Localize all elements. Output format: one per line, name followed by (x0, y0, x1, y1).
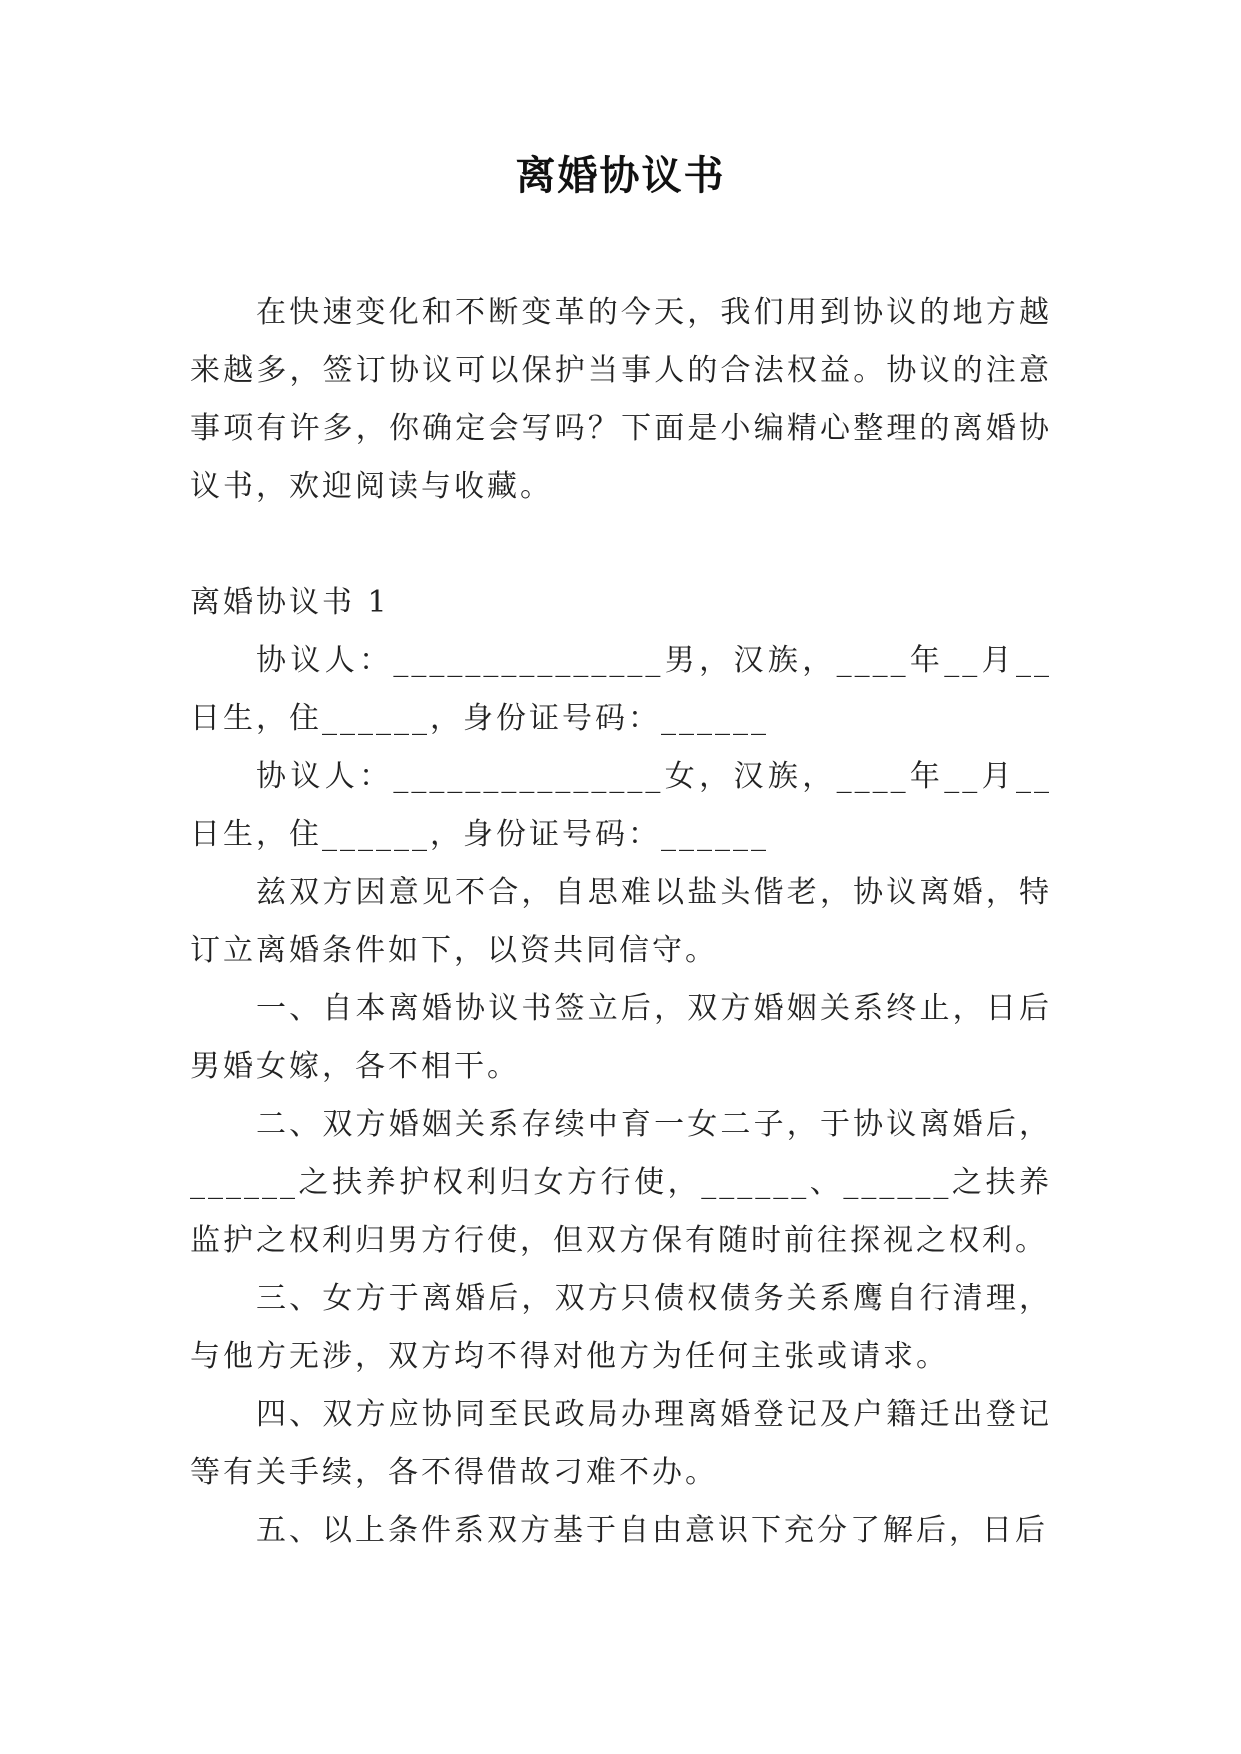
paragraph-gap (190, 516, 1052, 574)
clause-3-paragraph: 三、女方于离婚后，双方只债权债务关系鹰自行清理，与他方无涉，双方均不得对他方为任何主张或请求。 (190, 1281, 1052, 1374)
clause-2-paragraph: 二、双方婚姻关系存续中育一女二子，于协议离婚后，______之扶养护权利归女方行使，______、______之扶养监护之权利归男方行使，但双方保有随时前往探视之权利。 (190, 1107, 1052, 1258)
clause-5-paragraph: 五、以上条件系双方基于自由意识下充分了解后，日后 (256, 1513, 1048, 1548)
document-title: 离婚协议书 (515, 153, 726, 199)
clause-1-paragraph: 一、自本离婚协议书签立后，双方婚姻关系终止，日后男婚女嫁，各不相干。 (190, 991, 1052, 1084)
party-1-paragraph: 协议人：_______________男，汉族，____年__月__日生，住______，身份证号码：______ (190, 643, 1052, 736)
section-heading: 离婚协议书 1 (190, 585, 390, 620)
party-2-paragraph: 协议人：_______________女，汉族，____年__月__日生，住______，身份证号码：______ (190, 759, 1052, 852)
preamble-paragraph: 兹双方因意见不合，自思难以盐头偕老，协议离婚，特订立离婚条件如下，以资共同信守。 (190, 875, 1052, 968)
document-body (190, 284, 1052, 1560)
intro-paragraph: 在快速变化和不断变革的今天，我们用到协议的地方越来越多，签订协议可以保护当事人的合法权益。协议的注意事项有许多，你确定会写吗？下面是小编精心整理的离婚协议书，欢迎阅读与收藏。 (190, 295, 1052, 504)
clause-4-paragraph: 四、双方应协同至民政局办理离婚登记及户籍迁出登记等有关手续，各不得借故刁难不办。 (190, 1397, 1052, 1490)
